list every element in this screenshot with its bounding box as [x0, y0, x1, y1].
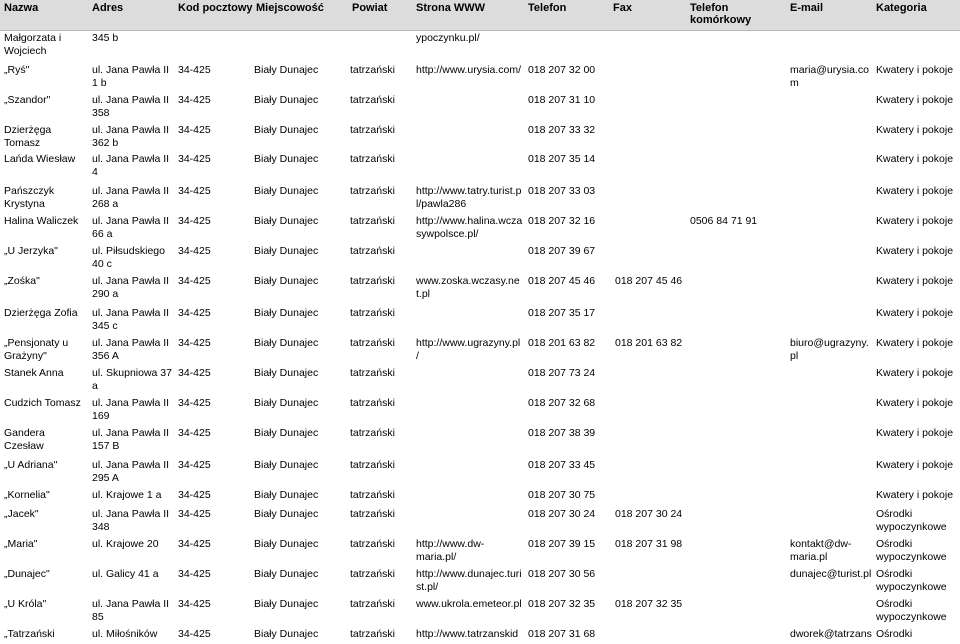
cell-www: http://www.halina.wcza sywpolsce.pl/ — [416, 215, 523, 240]
cell-powiat: tatrzański — [350, 245, 395, 257]
cell-adres: ul. Skupniowa 37 a — [92, 367, 172, 392]
cell-kod: 34-425 — [178, 628, 211, 640]
cell-adres: ul. Jana Pawła II 85 — [92, 598, 170, 623]
cell-adres: ul. Jana Pawła II 4 — [92, 153, 170, 178]
cell-email: dunajec@turist.pl — [790, 568, 872, 580]
cell-miejscowosc: Biały Dunajec — [254, 367, 319, 379]
cell-nazwa: Dzierżęga Tomasz — [4, 124, 52, 149]
cell-telefon: 018 207 32 68 — [528, 397, 596, 409]
cell-nazwa: Lańda Wiesław — [4, 153, 76, 165]
cell-fax: 018 201 63 82 — [615, 337, 683, 349]
cell-kod: 34-425 — [178, 489, 211, 501]
cell-nazwa: Cudzich Tomasz — [4, 397, 81, 409]
cell-telefon: 018 207 32 35 — [528, 598, 596, 610]
cell-www: www.zoska.wczasy.ne t.pl — [416, 275, 520, 300]
cell-nazwa: „U Jerzyka" — [4, 245, 58, 257]
header-miejscowosc: Miejscowość — [256, 2, 324, 14]
cell-nazwa: Stanek Anna — [4, 367, 64, 379]
cell-powiat: tatrzański — [350, 94, 395, 106]
header-kod: Kod pocztowy — [178, 2, 253, 14]
cell-kod: 34-425 — [178, 427, 211, 439]
cell-telefon: 018 207 33 45 — [528, 459, 596, 471]
cell-kategoria: Kwatery i pokoje — [876, 275, 954, 287]
cell-adres: ul. Jana Pawła II 295 A — [92, 459, 170, 484]
cell-email: kontakt@dw- maria.pl — [790, 538, 852, 563]
cell-miejscowosc: Biały Dunajec — [254, 153, 319, 165]
cell-kod: 34-425 — [178, 598, 211, 610]
cell-powiat: tatrzański — [350, 337, 395, 349]
cell-powiat: tatrzański — [350, 367, 395, 379]
cell-powiat: tatrzański — [350, 185, 395, 197]
cell-kod: 34-425 — [178, 568, 211, 580]
cell-www: http://www.ugrazyny.pl / — [416, 337, 521, 362]
cell-kategoria: Ośrodki wypoczynkowe — [876, 508, 947, 533]
cell-powiat: tatrzański — [350, 153, 395, 165]
cell-kategoria: Kwatery i pokoje — [876, 397, 954, 409]
cell-kom: 0506 84 71 91 — [690, 215, 758, 227]
cell-adres: ul. Miłośników — [92, 628, 158, 640]
cell-www: ypoczynku.pl/ — [416, 32, 480, 44]
cell-email: maria@urysia.co m — [790, 64, 869, 89]
cell-www: http://www.tatry.turist.p l/pawla286 — [416, 185, 522, 210]
cell-powiat: tatrzański — [350, 215, 395, 227]
cell-nazwa: Halina Waliczek — [4, 215, 79, 227]
cell-kod: 34-425 — [178, 367, 211, 379]
cell-www: http://www.dunajec.turi st.pl/ — [416, 568, 522, 593]
cell-adres: ul. Galicy 41 a — [92, 568, 159, 580]
cell-miejscowosc: Biały Dunajec — [254, 337, 319, 349]
cell-telefon: 018 207 31 10 — [528, 94, 596, 106]
header-fax: Fax — [613, 2, 632, 14]
header-www: Strona WWW — [416, 2, 486, 14]
cell-adres: ul. Jana Pawła II 1 b — [92, 64, 170, 89]
cell-adres: ul. Jana Pawła II 290 a — [92, 275, 170, 300]
cell-www: http://www.urysia.com/ — [416, 64, 522, 76]
cell-miejscowosc: Biały Dunajec — [254, 508, 319, 520]
cell-adres: ul. Krajowe 1 a — [92, 489, 162, 501]
cell-miejscowosc: Biały Dunajec — [254, 215, 319, 227]
cell-nazwa: „Ryś" — [4, 64, 30, 76]
cell-kategoria: Kwatery i pokoje — [876, 215, 954, 227]
cell-nazwa: Małgorzata i Wojciech — [4, 32, 62, 57]
cell-telefon: 018 207 39 67 — [528, 245, 596, 257]
cell-kategoria: Kwatery i pokoje — [876, 94, 954, 106]
cell-telefon: 018 207 33 32 — [528, 124, 596, 136]
cell-nazwa: „Tatrzański — [4, 628, 55, 640]
cell-miejscowosc: Biały Dunajec — [254, 275, 319, 287]
cell-kategoria: Kwatery i pokoje — [876, 489, 954, 501]
cell-kategoria: Kwatery i pokoje — [876, 153, 954, 165]
cell-kategoria: Kwatery i pokoje — [876, 185, 954, 197]
cell-kategoria: Kwatery i pokoje — [876, 367, 954, 379]
cell-telefon: 018 207 30 75 — [528, 489, 596, 501]
cell-nazwa: Dzierżęga Zofia — [4, 307, 78, 319]
cell-powiat: tatrzański — [350, 307, 395, 319]
cell-kod: 34-425 — [178, 94, 211, 106]
cell-miejscowosc: Biały Dunajec — [254, 64, 319, 76]
cell-miejscowosc: Biały Dunajec — [254, 427, 319, 439]
cell-nazwa: „Kornelia" — [4, 489, 50, 501]
cell-fax: 018 207 32 35 — [615, 598, 683, 610]
cell-powiat: tatrzański — [350, 427, 395, 439]
cell-kategoria: Kwatery i pokoje — [876, 337, 954, 349]
cell-powiat: tatrzański — [350, 508, 395, 520]
cell-powiat: tatrzański — [350, 397, 395, 409]
cell-kategoria: Kwatery i pokoje — [876, 64, 954, 76]
cell-miejscowosc: Biały Dunajec — [254, 124, 319, 136]
cell-miejscowosc: Biały Dunajec — [254, 459, 319, 471]
header-nazwa: Nazwa — [4, 2, 39, 14]
cell-www: www.ukrola.emeteor.pl — [416, 598, 522, 610]
cell-kod: 34-425 — [178, 64, 211, 76]
cell-miejscowosc: Biały Dunajec — [254, 397, 319, 409]
table-header — [0, 0, 960, 31]
cell-powiat: tatrzański — [350, 538, 395, 550]
cell-email: biuro@ugrazyny. pl — [790, 337, 869, 362]
cell-adres: ul. Jana Pawła II 268 a — [92, 185, 170, 210]
cell-powiat: tatrzański — [350, 598, 395, 610]
cell-telefon: 018 207 32 00 — [528, 64, 596, 76]
cell-adres: ul. Jana Pawła II 362 b — [92, 124, 170, 149]
cell-kod: 34-425 — [178, 245, 211, 257]
cell-nazwa: „Pensjonaty u Grażyny" — [4, 337, 69, 362]
cell-adres: 345 b — [92, 32, 119, 44]
cell-kod: 34-425 — [178, 397, 211, 409]
cell-telefon: 018 207 30 24 — [528, 508, 596, 520]
cell-adres: ul. Jana Pawła II 348 — [92, 508, 170, 533]
cell-telefon: 018 207 31 68 — [528, 628, 596, 640]
cell-nazwa: „Dunajec" — [4, 568, 50, 580]
cell-nazwa: „Szandor" — [4, 94, 51, 106]
cell-adres: ul. Jana Pawła II 356 A — [92, 337, 170, 362]
cell-nazwa: Pańszczyk Krystyna — [4, 185, 55, 210]
cell-telefon: 018 201 63 82 — [528, 337, 596, 349]
cell-telefon: 018 207 38 39 — [528, 427, 596, 439]
cell-email: dworek@tatrzans — [790, 628, 872, 640]
cell-kategoria: Kwatery i pokoje — [876, 307, 954, 319]
cell-telefon: 018 207 35 17 — [528, 307, 596, 319]
cell-kod: 34-425 — [178, 307, 211, 319]
cell-miejscowosc: Biały Dunajec — [254, 538, 319, 550]
cell-miejscowosc: Biały Dunajec — [254, 94, 319, 106]
cell-powiat: tatrzański — [350, 275, 395, 287]
cell-nazwa: Gandera Czesław — [4, 427, 45, 452]
cell-powiat: tatrzański — [350, 568, 395, 580]
cell-telefon: 018 207 30 56 — [528, 568, 596, 580]
cell-powiat: tatrzański — [350, 124, 395, 136]
cell-fax: 018 207 30 24 — [615, 508, 683, 520]
cell-nazwa: „Jacek" — [4, 508, 39, 520]
cell-telefon: 018 207 33 03 — [528, 185, 596, 197]
cell-powiat: tatrzański — [350, 64, 395, 76]
cell-adres: ul. Jana Pawła II 345 c — [92, 307, 170, 332]
cell-powiat: tatrzański — [350, 628, 395, 640]
cell-nazwa: „U Adriana" — [4, 459, 58, 471]
cell-telefon: 018 207 39 15 — [528, 538, 596, 550]
cell-adres: ul. Jana Pawła II 157 B — [92, 427, 170, 452]
header-telefon: Telefon — [528, 2, 567, 14]
cell-adres: ul. Piłsudskiego 40 c — [92, 245, 165, 270]
cell-kod: 34-425 — [178, 124, 211, 136]
cell-kategoria: Kwatery i pokoje — [876, 245, 954, 257]
header-email: E-mail — [790, 2, 824, 14]
header-powiat: Powiat — [352, 2, 388, 14]
cell-www: http://www.tatrzanskid — [416, 628, 519, 640]
header-telefon-komorkowy: Telefon komórkowy — [690, 2, 752, 26]
cell-telefon: 018 207 32 16 — [528, 215, 596, 227]
cell-kategoria: Kwatery i pokoje — [876, 459, 954, 471]
cell-kod: 34-425 — [178, 275, 211, 287]
cell-kod: 34-425 — [178, 337, 211, 349]
cell-kod: 34-425 — [178, 508, 211, 520]
cell-kod: 34-425 — [178, 185, 211, 197]
cell-adres: ul. Jana Pawła II 169 — [92, 397, 170, 422]
cell-telefon: 018 207 45 46 — [528, 275, 596, 287]
cell-adres: ul. Krajowe 20 — [92, 538, 159, 550]
cell-fax: 018 207 31 98 — [615, 538, 683, 550]
cell-kod: 34-425 — [178, 215, 211, 227]
cell-miejscowosc: Biały Dunajec — [254, 245, 319, 257]
cell-fax: 018 207 45 46 — [615, 275, 683, 287]
cell-miejscowosc: Biały Dunajec — [254, 489, 319, 501]
cell-powiat: tatrzański — [350, 459, 395, 471]
cell-miejscowosc: Biały Dunajec — [254, 598, 319, 610]
header-kategoria: Kategoria — [876, 2, 927, 14]
cell-kod: 34-425 — [178, 459, 211, 471]
cell-adres: ul. Jana Pawła II 358 — [92, 94, 170, 119]
cell-nazwa: „Zośka" — [4, 275, 40, 287]
cell-kategoria: Ośrodki wypoczynkowe — [876, 598, 947, 623]
cell-miejscowosc: Biały Dunajec — [254, 568, 319, 580]
cell-kategoria: Kwatery i pokoje — [876, 427, 954, 439]
cell-kategoria: Ośrodki — [876, 628, 913, 640]
header-adres: Adres — [92, 2, 124, 14]
cell-miejscowosc: Biały Dunajec — [254, 307, 319, 319]
cell-miejscowosc: Biały Dunajec — [254, 185, 319, 197]
cell-kod: 34-425 — [178, 538, 211, 550]
cell-www: http://www.dw- maria.pl/ — [416, 538, 485, 563]
cell-kategoria: Ośrodki wypoczynkowe — [876, 538, 947, 563]
cell-kategoria: Ośrodki wypoczynkowe — [876, 568, 947, 593]
cell-adres: ul. Jana Pawła II 66 a — [92, 215, 170, 240]
cell-kod: 34-425 — [178, 153, 211, 165]
cell-nazwa: „Maria" — [4, 538, 38, 550]
cell-telefon: 018 207 35 14 — [528, 153, 596, 165]
cell-miejscowosc: Biały Dunajec — [254, 628, 319, 640]
cell-telefon: 018 207 73 24 — [528, 367, 596, 379]
cell-nazwa: „U Króla" — [4, 598, 47, 610]
cell-powiat: tatrzański — [350, 489, 395, 501]
cell-kategoria: Kwatery i pokoje — [876, 124, 954, 136]
